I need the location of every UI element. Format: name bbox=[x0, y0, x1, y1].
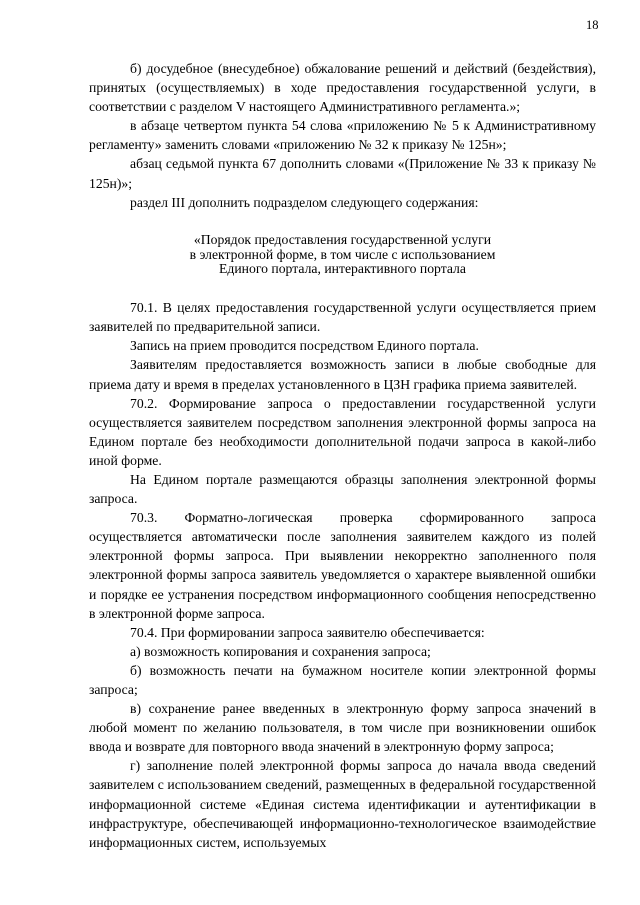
paragraph: б) досудебное (внесудебное) обжалование решений и действий (бездействия), принятых (осуществляемых) в ходе предоставления государственной услуги, в соответствии с разделом V настоящего Административного регламента.»; bbox=[89, 61, 596, 115]
section-heading-line: «Порядок предоставления государственной услуги bbox=[193, 231, 492, 247]
paragraph: 70.4. При формировании запроса заявителю обеспечивается: bbox=[130, 624, 485, 640]
paragraph: 70.2. Формирование запроса о предоставлении государственной услуги осуществляется заявителем посредством заполнения электронной формы запроса на Едином портале без необходимости дополнительной подачи запроса в какой-либо иной форме. bbox=[89, 395, 596, 468]
section-heading bbox=[89, 233, 596, 277]
paragraph: в абзаце четвертом пункта 54 слова «приложению № 5 к Административному регламенту» заменить словами «приложению № 32 к приказу № 125н»; bbox=[89, 118, 596, 153]
list-item: а) возможность копирования и сохранения запроса; bbox=[130, 643, 431, 659]
section-heading-line: в электронной форме, в том числе с использованием bbox=[189, 246, 496, 262]
list-item: в) сохранение ранее введенных в электронную форму запроса значений в любой момент по желанию пользователя, в том числе при возникновении ошибок ввода и возврате для повторного ввода значений в электронную форму запроса; bbox=[89, 701, 596, 755]
paragraph: Запись на прием проводится посредством Единого портала. bbox=[130, 338, 479, 354]
paragraph: 70.3. Форматно-логическая проверка сформированного запроса осуществляется автоматически после заполнения заявителем каждого из полей электронной формы запроса. При выявлении некорректно заполненного поля электронной формы запроса заявитель уведомляется о характере выявленной ошибки и порядке ее устранения посредством информационного сообщения непосредственно в электронной форме запроса. bbox=[89, 510, 596, 621]
page-number: 18 bbox=[586, 18, 599, 32]
list-item: б) возможность печати на бумажном носителе копии электронной формы запроса; bbox=[89, 662, 596, 698]
paragraph: Заявителям предоставляется возможность записи в любые свободные для приема дату и время в пределах установленного в ЦЗН графика приема заявителей. bbox=[89, 357, 596, 392]
list-item: г) заполнение полей электронной формы запроса до начала ввода сведений заявителем с использованием сведений, размещенных в федеральной государственной информационной системе «Единая система идентификации и аутентификации в инфраструктуре, обеспечивающей информационно-технологическое взаимодействие информационных систем, используемых bbox=[89, 758, 596, 850]
paragraph: 70.1. В целях предоставления государственной услуги осуществляется прием заявителей по предварительной записи. bbox=[89, 300, 596, 335]
section-heading-line: Единого портала, интерактивного портала bbox=[219, 261, 466, 277]
paragraph: раздел III дополнить подразделом следующего содержания: bbox=[130, 194, 479, 210]
paragraph: абзац седьмой пункта 67 дополнить словами «(Приложение № 33 к приказу № 125н)»; bbox=[89, 156, 596, 191]
paragraph: На Едином портале размещаются образцы заполнения электронной формы запроса. bbox=[89, 471, 596, 507]
document-body bbox=[89, 59, 596, 852]
